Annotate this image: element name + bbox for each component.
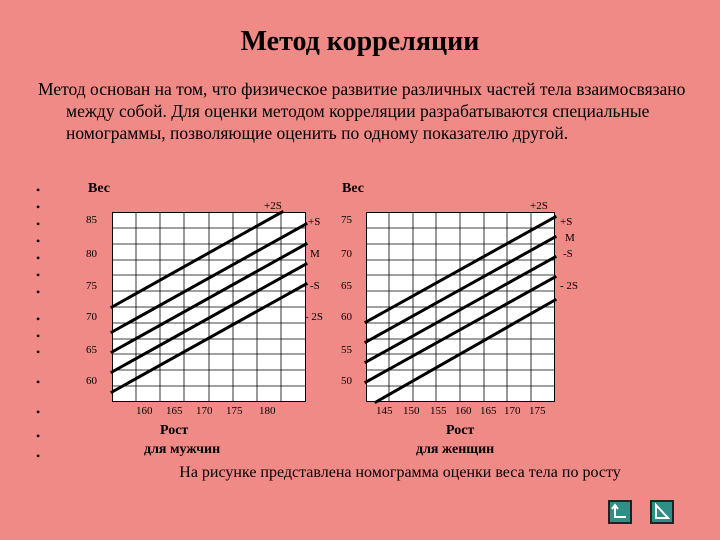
bullet: • <box>36 234 41 248</box>
men-subtitle: для мужчин <box>144 442 221 457</box>
women-line-label-minus-2s: - 2S <box>560 280 579 292</box>
men-line-label-minus-2s: - 2S <box>305 311 324 323</box>
women-y-tick: 60 <box>341 311 352 323</box>
men-line-label-m: M <box>310 248 320 260</box>
women-x-tick: 170 <box>504 405 521 417</box>
women-x-tick: 155 <box>430 405 447 417</box>
women-y-tick: 50 <box>341 375 352 387</box>
bullet: • <box>36 251 41 265</box>
women-x-tick: 175 <box>529 405 546 417</box>
bullet: • <box>36 429 41 443</box>
men-y-tick: 80 <box>86 248 97 260</box>
men-y-tick: 70 <box>86 311 97 323</box>
men-y-tick: 75 <box>86 280 97 292</box>
figure-caption: На рисунке представлена номограмма оценки веса тела по росту <box>179 464 621 481</box>
men-nomogram-grid <box>112 212 306 402</box>
bullet: • <box>36 345 41 359</box>
women-y-tick: 70 <box>341 248 352 260</box>
women-line-label-plus-s: +S <box>560 216 573 228</box>
bullet: • <box>36 312 41 326</box>
women-weight-title: Вес <box>342 181 364 196</box>
bullet: • <box>36 183 41 197</box>
bullet: • <box>36 268 41 282</box>
women-line-label-minus-s: -S <box>563 248 573 260</box>
women-x-tick: 165 <box>480 405 497 417</box>
bullet: • <box>36 285 41 299</box>
forward-button[interactable] <box>650 500 674 524</box>
women-line-label-m: M <box>565 232 575 244</box>
men-line-label-minus-s: -S <box>310 280 320 292</box>
women-x-tick: 150 <box>403 405 420 417</box>
women-height-title: Рост <box>446 423 475 438</box>
men-line-label-plus-2s: +2S <box>264 200 282 212</box>
triangle-next-icon <box>652 502 672 522</box>
bullet: • <box>36 217 41 231</box>
women-y-tick: 75 <box>341 214 352 226</box>
men-x-tick: 160 <box>136 405 153 417</box>
women-nomogram-grid <box>366 212 555 402</box>
bullet: • <box>36 375 41 389</box>
men-x-tick: 165 <box>166 405 183 417</box>
men-y-tick: 60 <box>86 375 97 387</box>
back-button[interactable] <box>608 500 632 524</box>
women-x-tick: 160 <box>455 405 472 417</box>
women-y-tick: 55 <box>341 344 352 356</box>
men-line-label-plus-s: +S <box>308 216 321 228</box>
men-weight-title: Вес <box>88 181 110 196</box>
description-paragraph: Метод основан на том, что физическое развитие различных частей тела взаимосвязано между собой. Для оценки методом корреляции разрабатываются специальные номограммы, позволяющие оценить по одному показателю другой. <box>38 79 686 143</box>
return-arrow-icon <box>610 502 630 522</box>
women-x-tick: 145 <box>376 405 393 417</box>
bullet: • <box>36 449 41 463</box>
women-line-label-plus-2s: +2S <box>530 200 548 212</box>
men-height-title: Рост <box>160 423 189 438</box>
bullet: • <box>36 405 41 419</box>
bullet: • <box>36 200 41 214</box>
slide-title: Метод корреляции <box>240 26 480 57</box>
women-y-tick: 65 <box>341 280 352 292</box>
women-subtitle: для женщин <box>416 442 495 457</box>
men-x-tick: 175 <box>226 405 243 417</box>
men-x-tick: 170 <box>196 405 213 417</box>
men-y-tick: 85 <box>86 214 97 226</box>
men-x-tick: 180 <box>259 405 276 417</box>
men-y-tick: 65 <box>86 344 97 356</box>
bullet: • <box>36 329 41 343</box>
